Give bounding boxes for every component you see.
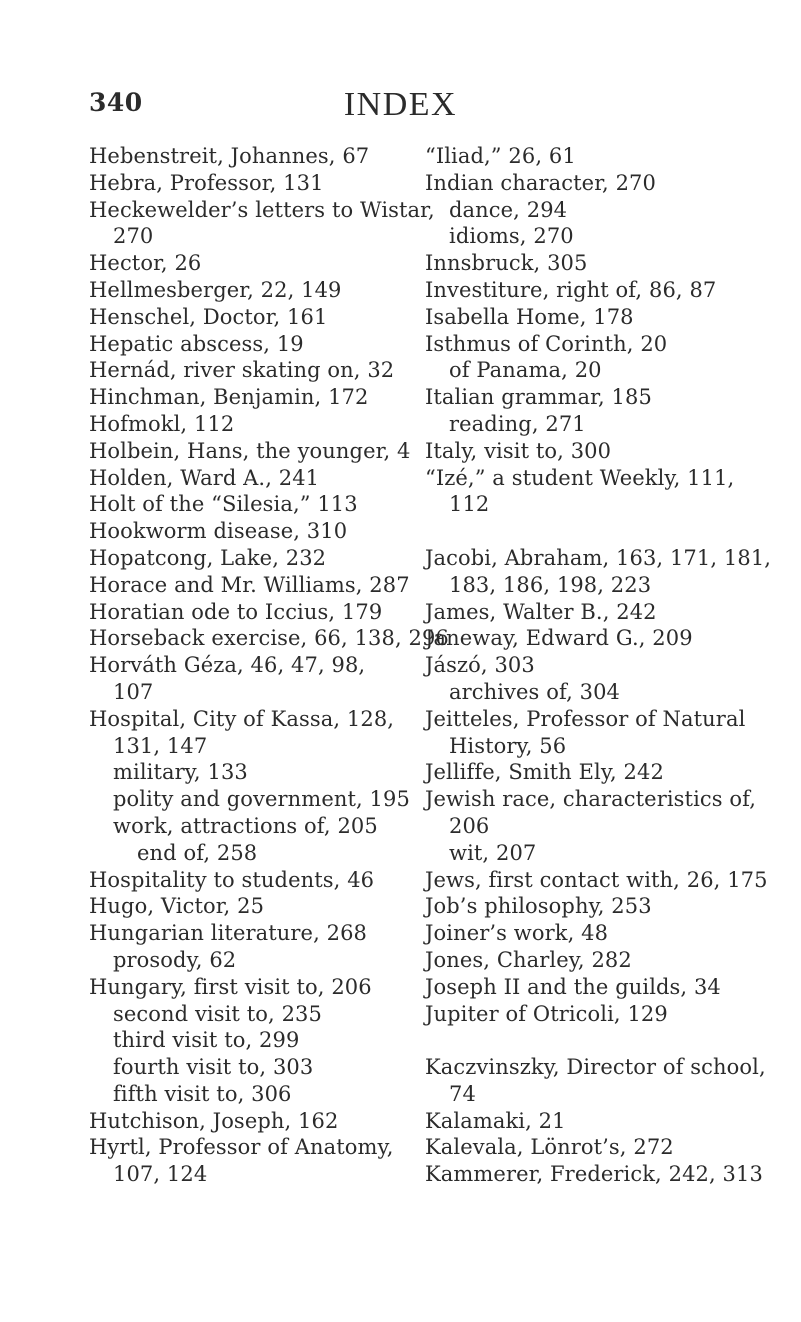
index-entry: Hector, 26 bbox=[89, 251, 202, 276]
index-entry: Hospital, City of Kassa, 128, bbox=[89, 706, 395, 731]
index-subentry: fifth visit to, 306 bbox=[113, 1081, 292, 1106]
index-entry: Jews, first contact with, 26, 175 bbox=[425, 867, 768, 892]
index-subentry: 206 bbox=[449, 813, 490, 838]
index-subentry: second visit to, 235 bbox=[113, 1001, 322, 1026]
index-entry: Kammerer, Frederick, 242, 313 bbox=[425, 1162, 763, 1187]
index-entry: Kalamaki, 21 bbox=[425, 1108, 566, 1133]
index-entry: Holbein, Hans, the younger, 4 bbox=[89, 438, 411, 463]
index-entry: Janeway, Edward G., 209 bbox=[425, 626, 693, 651]
section-gap bbox=[425, 1027, 755, 1054]
index-entry: Jones, Charley, 282 bbox=[425, 947, 632, 972]
index-subentry: military, 133 bbox=[113, 760, 248, 785]
index-entry: Hebra, Professor, 131 bbox=[89, 170, 324, 195]
index-entry: Hungarian literature, 268 bbox=[89, 921, 368, 946]
index-entry: Isthmus of Corinth, 20 bbox=[425, 331, 668, 356]
index-subentry: archives of, 304 bbox=[449, 679, 621, 704]
index-entry: Holt of the “Silesia,” 113 bbox=[89, 492, 358, 517]
index-subentry: 183, 186, 198, 223 bbox=[449, 572, 652, 597]
index-entry: Horseback exercise, 66, 138, 296 bbox=[89, 626, 449, 651]
index-subentry: end of, 258 bbox=[137, 840, 258, 865]
page-title: INDEX bbox=[343, 86, 458, 123]
index-entry: Jewish race, characteristics of, bbox=[425, 787, 757, 812]
index-entry: Jeitteles, Professor of Natural bbox=[425, 706, 746, 731]
index-subentry: of Panama, 20 bbox=[449, 358, 602, 383]
index-entry: Joiner’s work, 48 bbox=[425, 921, 609, 946]
index-entry: Jelliffe, Smith Ely, 242 bbox=[425, 760, 664, 785]
index-entry: Heckewelder’s letters to Wistar, bbox=[89, 197, 435, 222]
index-subentry: wit, 207 bbox=[449, 840, 537, 865]
section-gap bbox=[425, 518, 755, 545]
index-subentry: 74 bbox=[449, 1081, 476, 1106]
page-number: 340 bbox=[89, 88, 143, 117]
index-entry: Jászó, 303 bbox=[425, 653, 535, 678]
index-entry: Hopatcong, Lake, 232 bbox=[89, 545, 327, 570]
index-entry: Kaczvinszky, Director of school, bbox=[425, 1055, 766, 1080]
index-entry: “Iliad,” 26, 61 bbox=[425, 144, 576, 168]
index-subentry: History, 56 bbox=[449, 733, 567, 758]
index-column-right bbox=[425, 143, 772, 1188]
index-entry: Hernád, river skating on, 32 bbox=[89, 358, 395, 383]
index-entry: Hungary, first visit to, 206 bbox=[89, 974, 372, 999]
index-subentry: idioms, 270 bbox=[449, 224, 574, 249]
index-entry: Hinchman, Benjamin, 172 bbox=[89, 385, 369, 410]
index-entry: Hofmokl, 112 bbox=[89, 411, 235, 436]
index-subentry: 112 bbox=[449, 492, 490, 517]
index-entry: Kalevala, Lönrot’s, 272 bbox=[425, 1135, 674, 1160]
index-entry: Hyrtl, Professor of Anatomy, bbox=[89, 1135, 394, 1160]
index-subentry: work, attractions of, 205 bbox=[113, 813, 378, 838]
index-entry: James, Walter B., 242 bbox=[425, 599, 657, 624]
index-entry: Job’s philosophy, 253 bbox=[425, 894, 652, 919]
index-entry: Hepatic abscess, 19 bbox=[89, 331, 304, 356]
index-entry: Italy, visit to, 300 bbox=[425, 438, 612, 463]
index-subentry: polity and government, 195 bbox=[113, 787, 410, 812]
index-subentry: 131, 147 bbox=[113, 733, 208, 758]
index-subentry: dance, 294 bbox=[449, 197, 568, 222]
index-subentry: 270 bbox=[113, 224, 154, 249]
index-column-left bbox=[89, 143, 449, 1188]
index-entry: Jacobi, Abraham, 163, 171, 181, bbox=[425, 545, 772, 570]
index-subentry: prosody, 62 bbox=[113, 947, 237, 972]
index-entry: Investiture, right of, 86, 87 bbox=[425, 277, 717, 302]
index-entry: Joseph II and the guilds, 34 bbox=[425, 974, 721, 999]
index-entry: Isabella Home, 178 bbox=[425, 304, 634, 329]
page-header bbox=[0, 86, 801, 126]
index-entry: Hutchison, Joseph, 162 bbox=[89, 1108, 339, 1133]
index-entry: Hellmesberger, 22, 149 bbox=[89, 277, 342, 302]
index-entry: Holden, Ward A., 241 bbox=[89, 465, 320, 490]
index-entry: Hebenstreit, Johannes, 67 bbox=[89, 144, 370, 168]
index-entry: Innsbruck, 305 bbox=[425, 251, 588, 276]
index-subentry: third visit to, 299 bbox=[113, 1028, 300, 1053]
index-entry: Hookworm disease, 310 bbox=[89, 519, 348, 544]
index-subentry: fourth visit to, 303 bbox=[113, 1055, 314, 1080]
index-entry: Horatian ode to Iccius, 179 bbox=[89, 599, 383, 624]
index-entry: Horváth Géza, 46, 47, 98, bbox=[89, 653, 366, 678]
index-entry: Hugo, Victor, 25 bbox=[89, 894, 265, 919]
index-entry: “Izé,” a student Weekly, 111, bbox=[425, 465, 735, 490]
index-entry: Indian character, 270 bbox=[425, 170, 656, 195]
index-entry: Henschel, Doctor, 161 bbox=[89, 304, 328, 329]
index-subentry: 107, 124 bbox=[113, 1162, 208, 1187]
index-entry: Horace and Mr. Williams, 287 bbox=[89, 572, 410, 597]
index-entry: Italian grammar, 185 bbox=[425, 385, 652, 410]
index-entry: Jupiter of Otricoli, 129 bbox=[425, 1001, 668, 1026]
index-subentry: 107 bbox=[113, 679, 154, 704]
index-entry: Hospitality to students, 46 bbox=[89, 867, 375, 892]
index-subentry: reading, 271 bbox=[449, 411, 586, 436]
